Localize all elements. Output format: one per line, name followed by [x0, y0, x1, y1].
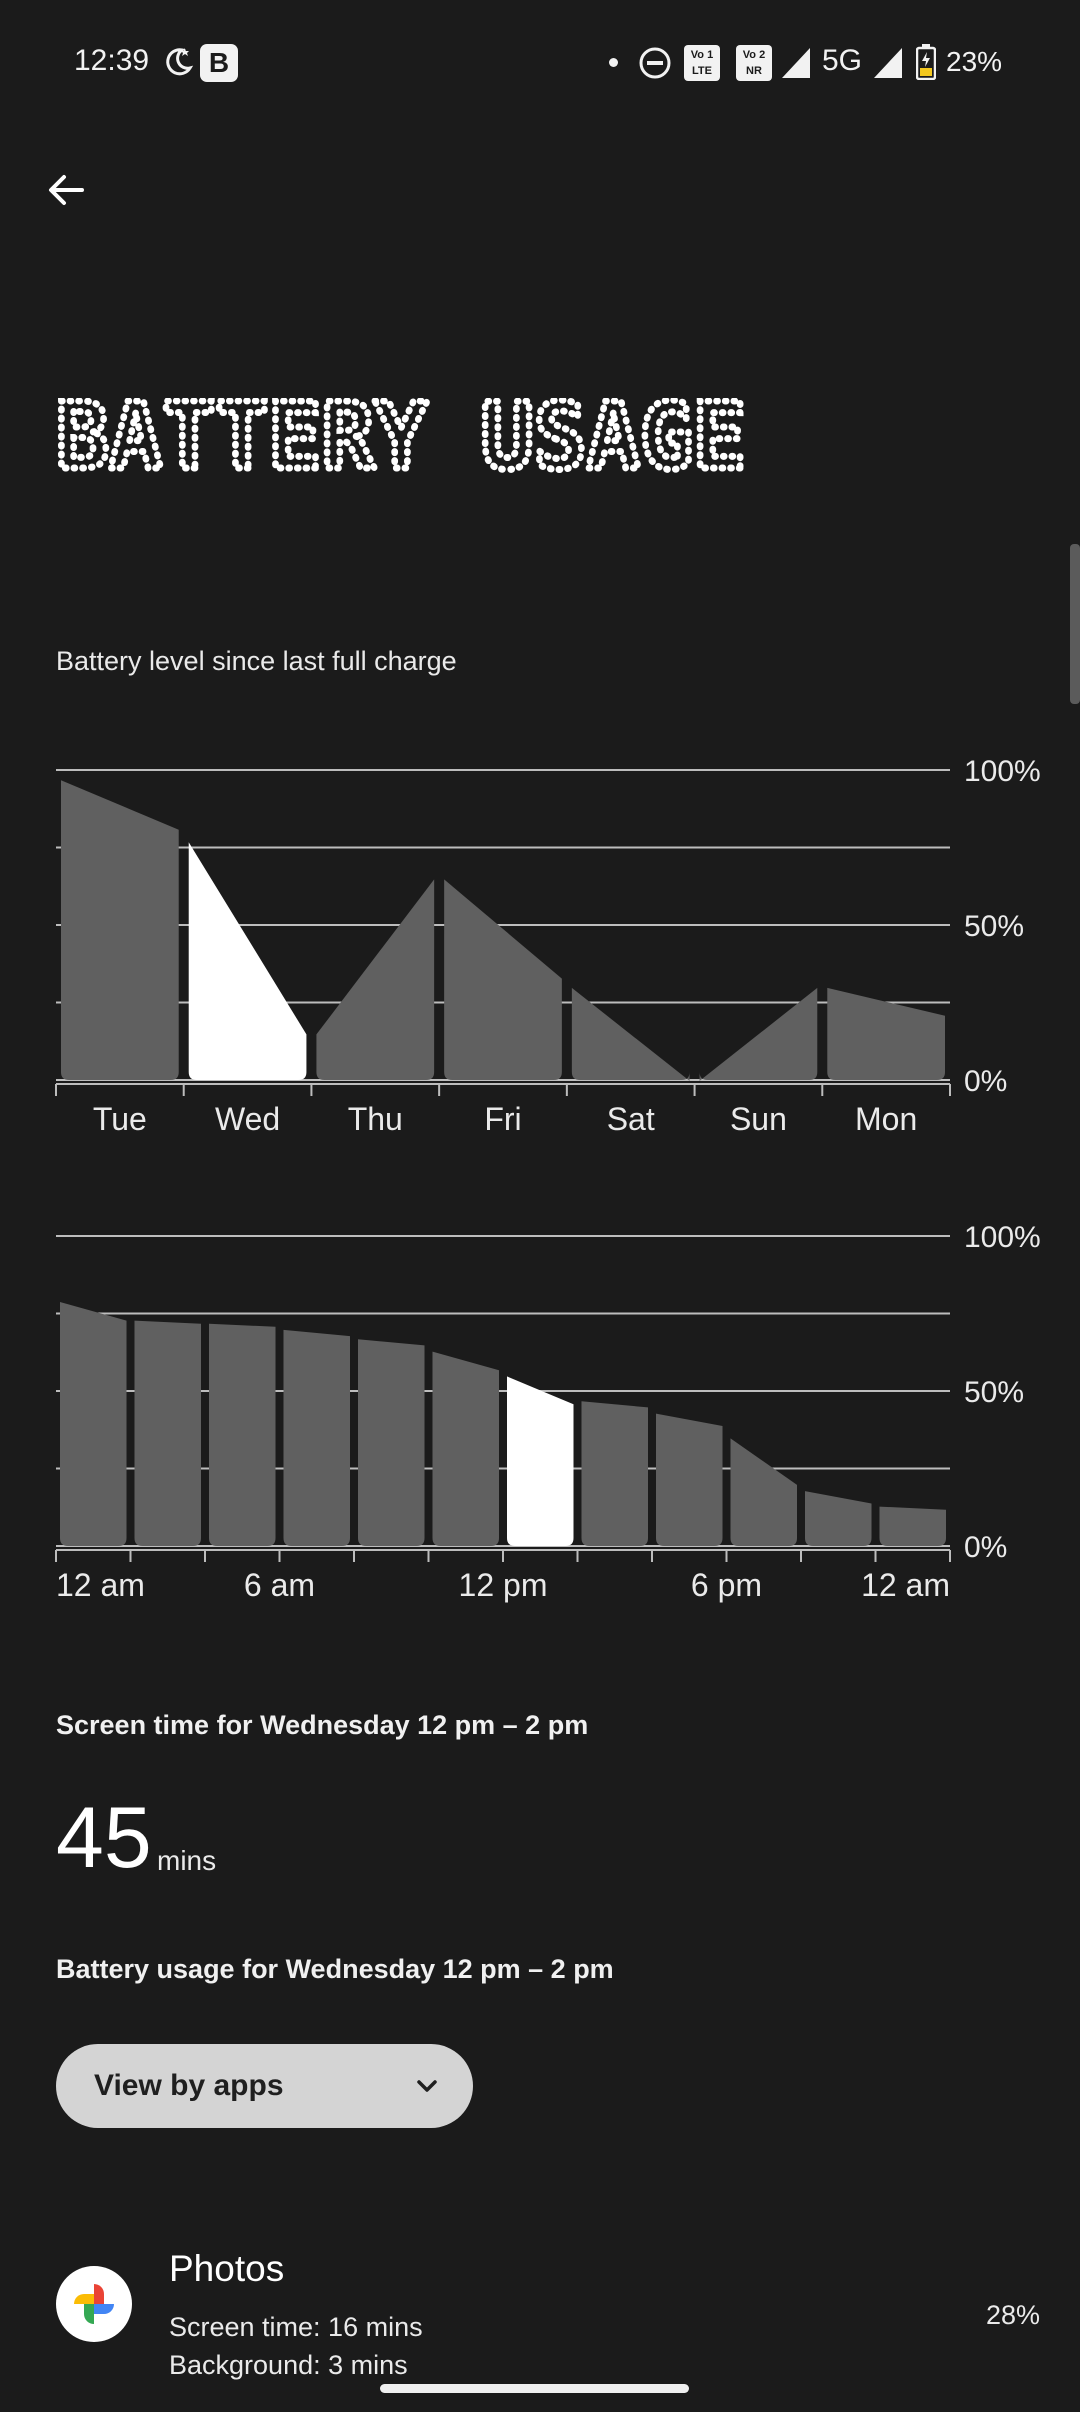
app-background-time: Background: 3 mins: [169, 2350, 408, 2380]
app-name: Photos: [169, 2248, 285, 2289]
battery-icon: [916, 44, 936, 80]
bar: [209, 1324, 276, 1546]
bar: [135, 1321, 202, 1546]
bar-selected: [189, 842, 307, 1080]
volte-label: Vo 1 LTE: [690, 49, 714, 77]
screen-time-unit: mins: [157, 1845, 217, 1876]
status-bar: [0, 0, 1080, 130]
moon-icon: [160, 44, 196, 80]
bar: [880, 1507, 947, 1546]
app-usage-percent: 28%: [985, 2300, 1040, 2330]
daily-battery-chart: [0, 740, 1080, 1140]
photos-app-icon: [56, 2266, 132, 2342]
y-tick-label: 100%: [964, 755, 1041, 788]
x-tick-label: Mon: [855, 1101, 918, 1137]
app-usage-row[interactable]: [0, 2240, 1080, 2380]
page-title-text: BATTERY USAGE: [56, 398, 746, 478]
volte-icon: [684, 45, 720, 81]
vonr-label: Vo 2 NR: [742, 49, 766, 77]
app-screen-time: Screen time: 16 mins: [169, 2312, 423, 2342]
x-tick-label: 12 am: [56, 1567, 145, 1603]
y-tick-label: 50%: [964, 910, 1025, 943]
bar: [316, 879, 434, 1080]
dnd-icon: [638, 46, 672, 80]
x-tick-label: Sun: [729, 1101, 787, 1137]
bar: [61, 780, 179, 1080]
scrollbar[interactable]: [1070, 544, 1080, 704]
vonr-icon: [736, 45, 772, 81]
gesture-navigation-bar[interactable]: [380, 2384, 689, 2393]
x-tick-label: Fri: [484, 1101, 522, 1137]
bar-selected: [507, 1376, 574, 1546]
bar: [805, 1491, 872, 1546]
x-tick-label: 6 pm: [690, 1567, 763, 1603]
chevron-down-icon: [413, 2072, 441, 2100]
page-title: [56, 398, 756, 478]
y-tick-label: 50%: [964, 1376, 1025, 1409]
x-tick-label: Wed: [214, 1101, 281, 1137]
bar: [284, 1330, 351, 1546]
screen-time-heading: Screen time for Wednesday 12 pm – 2 pm: [56, 1710, 589, 1740]
screen-time-value: 45: [56, 1790, 152, 1886]
view-by-label: View by apps: [94, 2069, 284, 2102]
status-time: 12:39: [74, 44, 150, 77]
bar: [582, 1401, 649, 1546]
x-tick-label: 12 am: [861, 1567, 950, 1603]
signal-icon: [780, 46, 812, 80]
x-tick-label: 6 am: [243, 1567, 316, 1603]
x-tick-label: 12 pm: [458, 1567, 548, 1603]
bar: [433, 1352, 500, 1546]
x-tick-label: Thu: [347, 1101, 403, 1137]
bar: [358, 1339, 425, 1546]
bar: [60, 1302, 127, 1546]
b-badge-icon: B: [200, 44, 238, 82]
hourly-battery-chart: [0, 1206, 1080, 1606]
back-arrow-icon: [44, 168, 88, 212]
network-type: 5G: [822, 44, 863, 77]
bar: [656, 1414, 723, 1546]
bar: [444, 879, 562, 1080]
battery-percent: 23%: [946, 46, 1003, 77]
battery-usage-heading: Battery usage for Wednesday 12 pm – 2 pm: [56, 1954, 614, 1984]
notification-dot-icon: [609, 58, 618, 67]
bar: [731, 1438, 798, 1546]
back-button[interactable]: [36, 160, 96, 220]
x-tick-label: Tue: [92, 1101, 147, 1137]
chart-heading: Battery level since last full charge: [56, 646, 457, 676]
view-by-dropdown[interactable]: [56, 2044, 473, 2128]
y-tick-label: 100%: [964, 1221, 1041, 1254]
x-tick-label: Sat: [606, 1101, 655, 1137]
y-tick-label: 0%: [964, 1065, 1008, 1098]
y-tick-label: 0%: [964, 1531, 1008, 1564]
signal-icon: [872, 46, 904, 80]
